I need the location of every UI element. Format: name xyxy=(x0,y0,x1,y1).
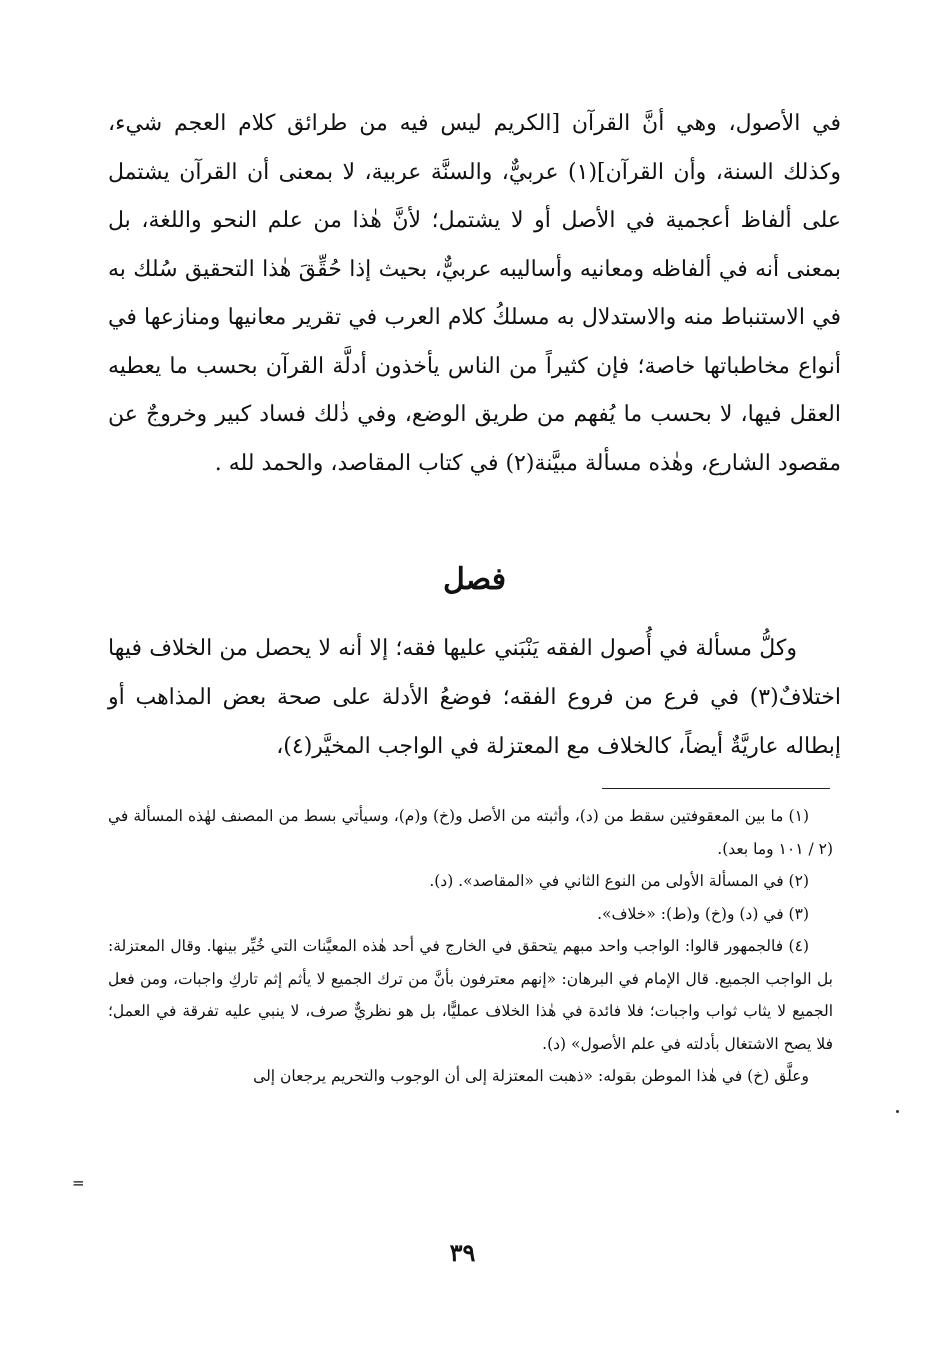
footnote-divider xyxy=(602,788,830,789)
section-text-block xyxy=(108,624,841,771)
main-paragraph: في الأصول، وهي أنَّ القرآن [الكريم ليس فيه من طرائق كلام العجم شيء، وكذلك السنة، وأن القرآن](١) عربيٌّ، والسنَّة عربية، لا بمعنى أن القرآن يشتمل على ألفاظ أعجمية في الأصل أو لا يشتمل؛ لأنَّ هٰذا من علم النحو واللغة، بل بمعنى أنه في ألفاظه ومعانيه وأساليبه عربيٌّ، بحيث إذا حُقِّقَ هٰذا التحقيق سُلك به في الاستنباط منه والاستدلال به مسلكُ كلام العرب في تقرير معانيها ومنازعها في أنواع مخاطباتها خاصة؛ فإن كثيراً من الناس يأخذون أدلَّة القرآن بحسب ما يعطيه العقل فيها، لا بحسب ما يُفهم من طريق الوضع، وفي ذٰلك فساد كبير وخروجٌ عن مقصود الشارع، وهٰذه مسألة مبيَّنة(٢) في كتاب المقاصد، والحمد لله . xyxy=(108,111,841,476)
footnote-4: (٤) فالجمهور قالوا: الواجب واحد مبهم يتحقق في الخارج في أحد هٰذه المعيَّنات التي خُيِّر بينها. وقال المعتزلة: بل الواجب الجميع. قال الإمام في البرهان: «إنهم معترفون بأنَّ من ترك الجميع لا يأثم إثم تاركِ واجبات، ومن فعل الجميع لا يثاب ثواب واجبات؛ فلا فائدة في هٰذا الخلاف عمليًّا، بل هو نظريٌّ صرف، لا ينبي عليه تفرقة في العمل؛ فلا يصح الاشتغال بأدلته في علم الأصول» (د). xyxy=(108,937,833,1053)
continuation-mark: = xyxy=(72,1174,85,1192)
section-paragraph: وكلُّ مسألة في أُصول الفقه يَنْبَني عليها فقه؛ إلا أنه لا يحصل من الخلاف فيها اختلافٌ(٣) في فرع من فروع الفقه؛ فوضعُ الأدلة على صحة بعض المذاهب أو إبطاله عاريَّةٌ أيضاً، كالخلاف مع المعتزلة في الواجب المخيَّر(٤)، xyxy=(108,636,841,759)
footnote-1: (١) ما بين المعقوفتين سقط من (د)، وأثبته من الأصل و(خ) و(م)، وسيأتي بسط من المصنف لهٰذه المسألة في (٢ / ١٠١ وما بعد). xyxy=(108,807,833,858)
footnote-continuation: وعلَّق (خ) في هٰذا الموطن بقوله: «ذهبت المعتزلة إلى أن الوجوب والتحريم يرجعان إلى xyxy=(253,1067,809,1085)
footnote-2: (٢) في المسألة الأولى من النوع الثاني في «المقاصد». (د). xyxy=(429,872,809,890)
page-number: ٣٩ xyxy=(449,1238,476,1267)
main-text-block xyxy=(108,100,841,488)
margin-dot xyxy=(896,1110,899,1113)
footnote-3: (٣) في (د) و(خ) و(ط): «خلاف». xyxy=(597,904,809,923)
footnotes-block xyxy=(108,800,833,1093)
section-heading: فصل xyxy=(442,562,507,597)
